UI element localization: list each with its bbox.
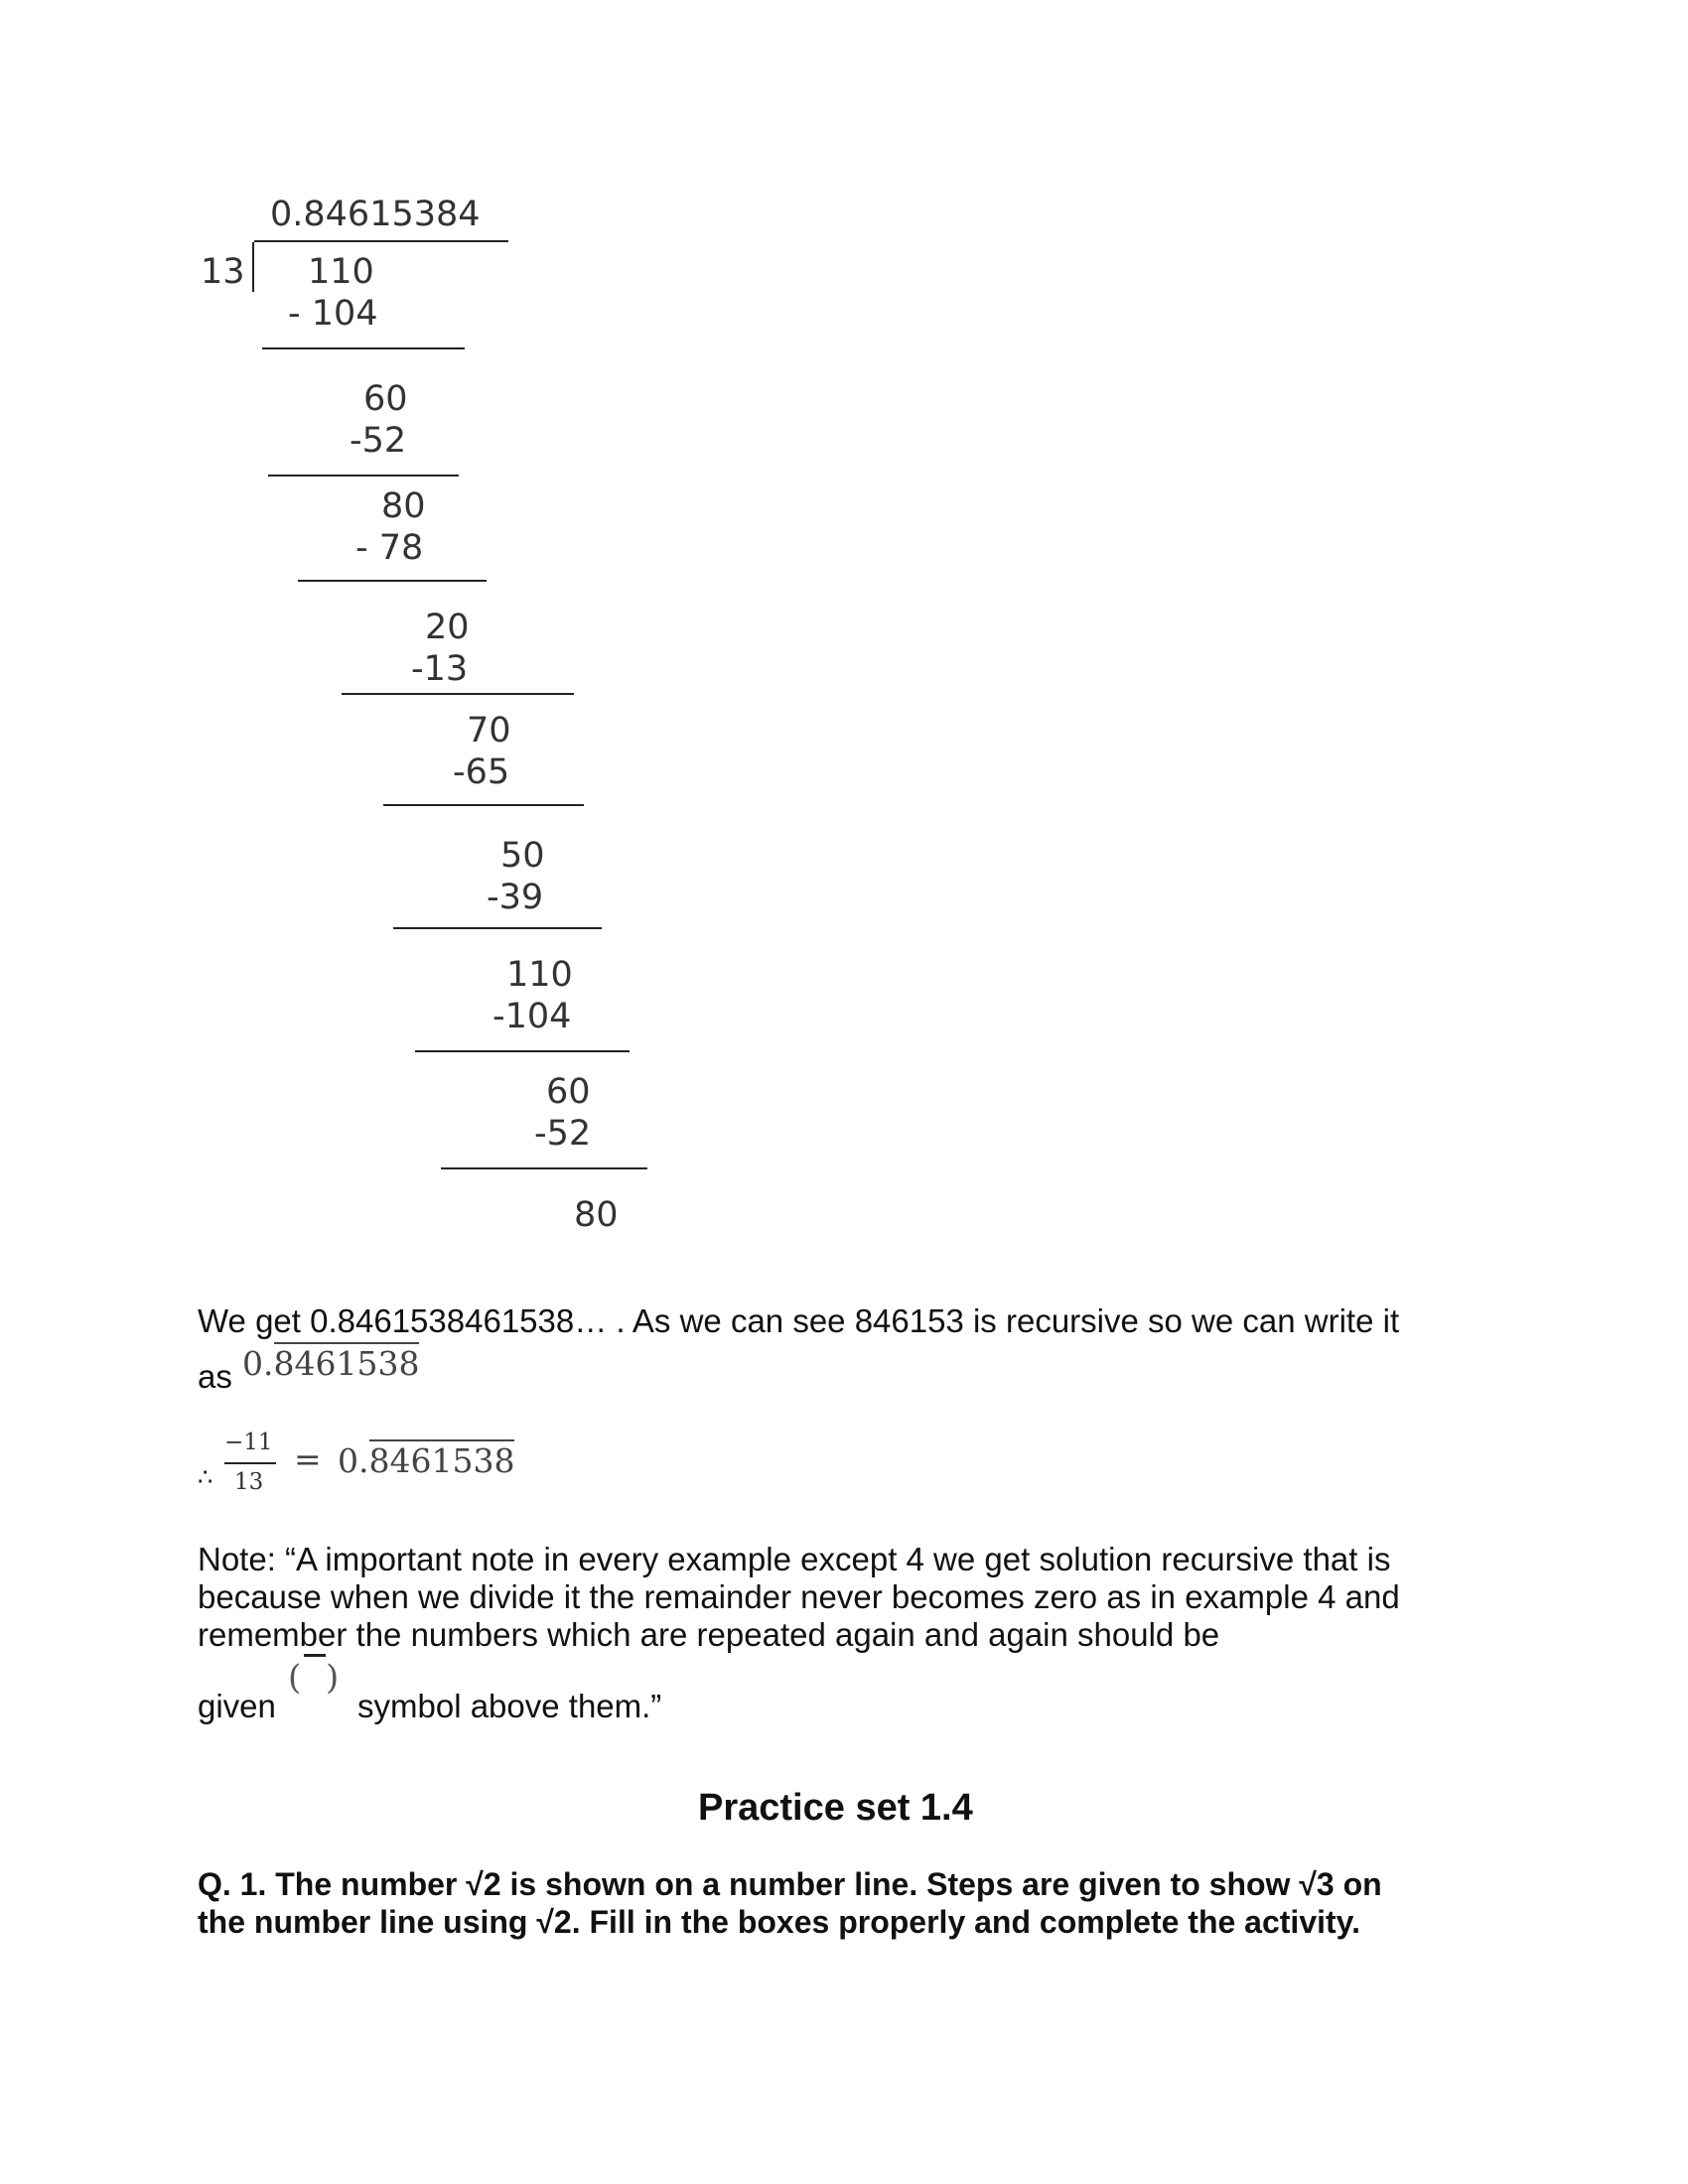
recurring-int: 0.	[242, 1344, 274, 1383]
step-3-rule	[298, 580, 487, 582]
step-8-rule	[441, 1167, 647, 1169]
section-title: Practice set 1.4	[698, 1787, 973, 1829]
step-4-value: 20	[425, 608, 470, 647]
therefore-symbol: ∴	[198, 1464, 213, 1491]
step-7-rule	[415, 1050, 630, 1052]
question-line-2: the number line using √2. Fill in the boxes properly and complete the activity.	[198, 1904, 1360, 1940]
recurring-digits: 8461538	[273, 1344, 420, 1383]
overline-paren-open: (	[288, 1658, 302, 1698]
note-line-4-suffix: symbol above them.”	[357, 1688, 662, 1724]
step-8-value: 60	[546, 1072, 591, 1112]
step-7-value: 110	[506, 955, 573, 995]
step-3-subtract: - 78	[355, 528, 424, 568]
step-1-subtract: - 104	[288, 294, 378, 334]
fraction-bar	[224, 1462, 276, 1464]
step-5-rule	[383, 804, 584, 806]
step-3-value: 80	[381, 486, 426, 526]
recurring-decimal	[242, 1344, 419, 1383]
question-line-1: Q. 1. The number √2 is shown on a number line. Steps are given to show √3 on	[198, 1866, 1382, 1902]
note-line-4-prefix: given	[198, 1688, 276, 1724]
fraction-denominator: 13	[234, 1469, 264, 1495]
step-1-value: 110	[308, 252, 374, 292]
step-4-rule	[342, 693, 574, 695]
note-line-2: because when we divide it the remainder never becomes zero as in example 4 and	[198, 1578, 1400, 1615]
step-5-subtract: -65	[453, 752, 510, 792]
step-5-value: 70	[467, 711, 511, 751]
step-6-value: 50	[500, 836, 545, 876]
quotient-bar	[254, 240, 508, 242]
step-2-rule	[268, 475, 459, 477]
step-6-subtract: -39	[487, 878, 544, 917]
fraction-numerator: −11	[224, 1430, 273, 1455]
note-line-3: remember the numbers which are repeated again and again should be	[198, 1616, 1220, 1653]
final-remainder: 80	[574, 1195, 619, 1235]
overline-paren-close: )	[326, 1658, 340, 1698]
rhs-int: 0.	[338, 1441, 369, 1480]
overline-bar	[304, 1654, 326, 1657]
rhs-digits: 8461538	[368, 1441, 515, 1480]
division-bracket	[252, 242, 254, 292]
step-1-rule	[262, 347, 465, 349]
result-line-1: We get 0.8461538461538… . As we can see 846153 is recursive so we can write it	[198, 1302, 1400, 1339]
equals-sign: =	[294, 1439, 322, 1478]
overline-symbol	[288, 1654, 338, 1704]
equation-rhs	[338, 1441, 514, 1480]
division-quotient: 0.84615384	[270, 195, 481, 234]
step-2-value: 60	[363, 379, 408, 419]
division-divisor: 13	[201, 252, 245, 292]
note-line-1: Note: “A important note in every example except 4 we get solution recursive that is	[198, 1541, 1391, 1577]
step-4-subtract: -13	[411, 649, 469, 689]
step-2-subtract: -52	[350, 421, 407, 461]
step-6-rule	[393, 927, 602, 929]
result-line-2-prefix: as	[198, 1358, 232, 1395]
step-7-subtract: -104	[492, 997, 572, 1036]
step-8-subtract: -52	[534, 1114, 592, 1154]
